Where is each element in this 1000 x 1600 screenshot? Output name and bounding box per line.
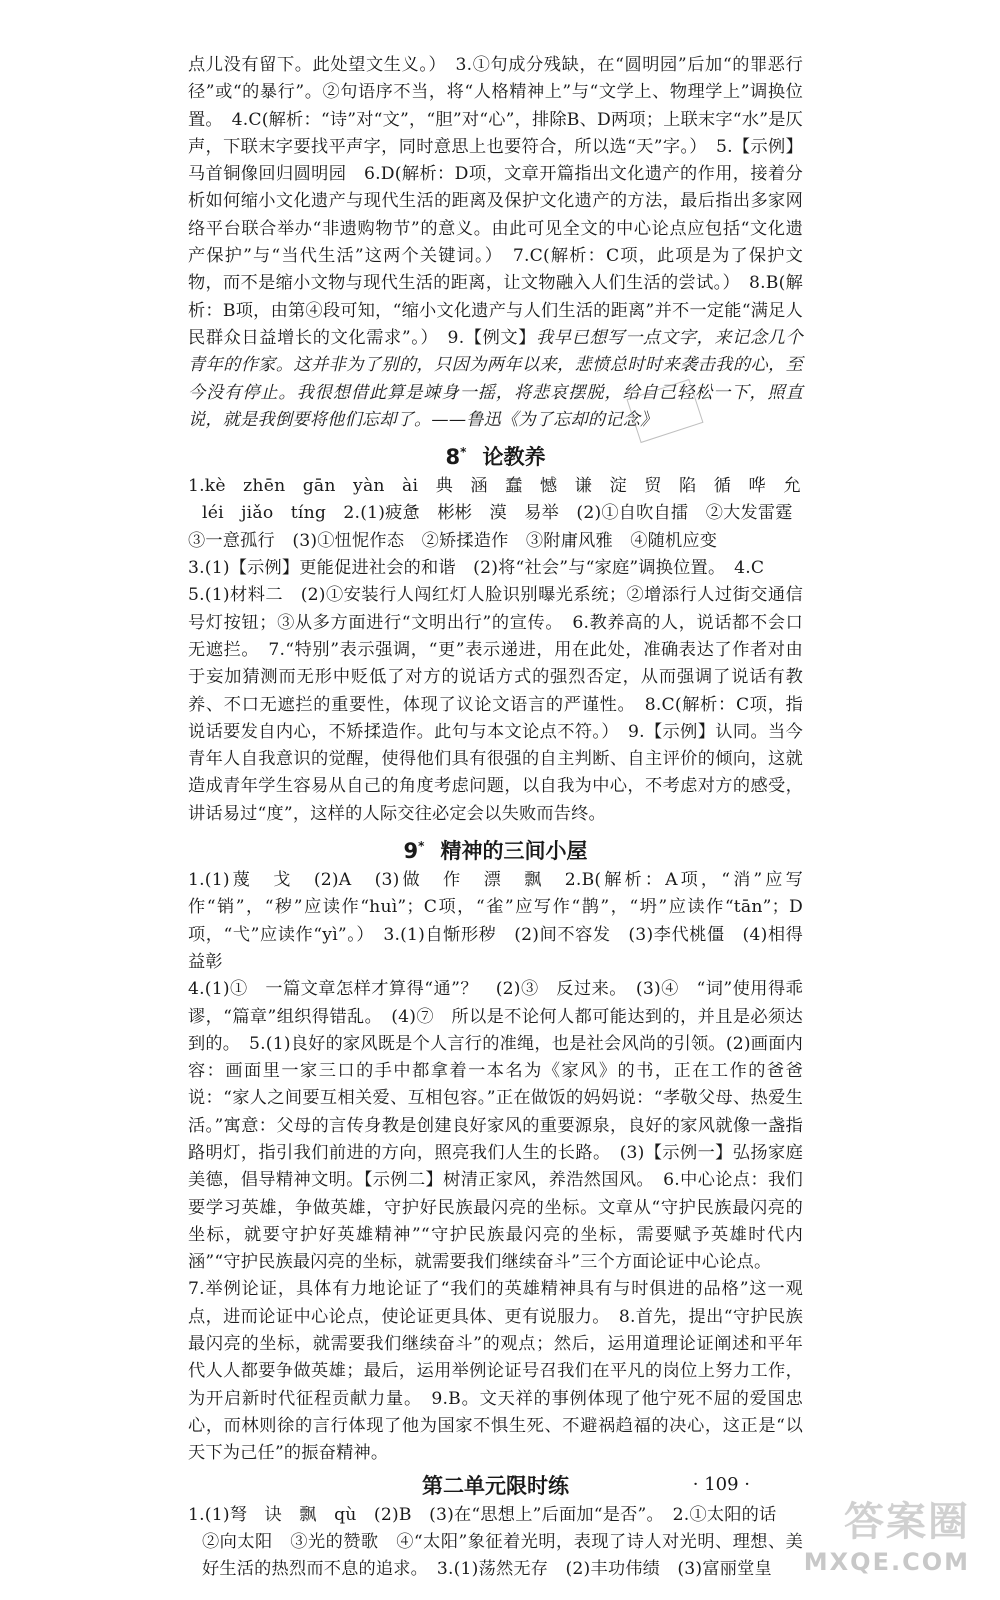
- continued-answers: [188, 52, 803, 434]
- page-number: · 109 ·: [692, 1474, 750, 1495]
- section-number: 8: [445, 445, 461, 470]
- s8-line-2: léi jiǎo tíng 2.(1)疲惫 彬彬 漠 易举 (2)①自吹自擂 ②大发雷霆: [202, 503, 793, 524]
- unit2-line-1: 1.(1)弩 诀 飘 qù (2)B (3)在“思想上”后面加“是否”。 2.①太阳的话: [188, 1504, 777, 1525]
- section-title-text: 论教养: [482, 445, 546, 470]
- s9-para-3: 7.举例论证，具体有力地论证了“我们的英雄精神具有与时俱进的品格”这一观点，进而论证中心论点，使论证更具体、更有说服力。 8.首先，提出“守护民族最闪亮的坐标，就需要我们继续奋斗”的观点；然后，运用道理论证阐述和平年代人人都要争做英雄；最后，运用举例论证号召我们在平凡的岗位上努力工作，为开启新时代征程贡献力量。 9.B。文天祥的事例体现了他宁死不屈的爱国忠心，而林则徐的言行体现了他为国家不惧生死、不避祸趋福的决心，这正是“以天下为己任”的振奋精神。: [188, 1279, 803, 1464]
- unit2-line-2: ②向太阳 ③光的赞歌 ④“太阳”象征着光明，表现了诗人对光明、理想、美好生活的热烈而不息的追求。 3.(1)荡然无存 (2)丰功伟绩 (3)富丽堂皇: [202, 1531, 803, 1580]
- s8-line-1: 1.kè zhēn gān yàn ài 典 涵 蠢 憾 谦 淀 贸 陷 循 哗 允: [188, 476, 801, 497]
- section-number: 9: [403, 839, 419, 864]
- watermark-url: MXQE.COM: [803, 1548, 970, 1576]
- s8-para-2: 3.(1)【示例】更能促进社会的和谐 (2)将“社会”与“家庭”调换位置。 4.C: [188, 558, 765, 579]
- s9-para-2: 4.(1)① 一篇文章怎样才算得“通”？ (2)③ 反过来。 (3)④ “词”使用得乖谬，“篇章”组织得错乱。 (4)⑦ 所以是不论何人都可能达到的，并且是必须达到的。 5.(1)良好的家风既是个人言行的准绳，也是社会风尚的引领。(2)画面内容：画面里一家三口的手中都拿着一本名为《家风》的书，正在工作的爸爸说：“家人之间要互相关爱、互相包容。”正在做饭的妈妈说：“孝敬父母、热爱生活。”寓意：父母的言传身教是创建良好家风的重要源泉，良好的家风就像一盏指路明灯，指引我们前进的方向，照亮我们人生的长路。 (3)【示例一】弘扬家庭美德，倡导精神文明。【示例二】树清正家风，养浩然国风。 6.中心论点：我们要学习英雄，争做英雄，守护好民族最闪亮的坐标。文章从“守护民族最闪亮的坐标，就要守护好英雄精神”“守护民族最闪亮的坐标，需要赋予英雄时代内涵”“守护民族最闪亮的坐标，就需要我们继续奋斗”三个方面论证中心论点。: [188, 979, 803, 1273]
- s9-para-1: 1.(1)蔑 戈 (2)A (3)做 作 漂 飘 2.B(解析：A项，“消”应写作“销”，“秽”应读作“huì”；C项，“雀”应写作“鹊”，“坍”应读作“tān”；D项，“弋”应读作“yì”。） 3.(1)自惭形秽 (2)间不容发 (3)李代桃僵 (4)相得益彰: [188, 870, 803, 972]
- answer-page: [188, 52, 803, 1583]
- section-title-text: 精神的三间小屋: [440, 839, 588, 864]
- section-8-title: [188, 436, 803, 473]
- unit-2-title: 第二单元限时练: [422, 1473, 569, 1498]
- answer-text: 点儿没有留下。此处望文生义。） 3.①句成分残缺，在“圆明园”后加“的罪恶行径”或“的暴行”。②句语序不当，将“人格精神上”与“文学上、物理学上”调换位置。 4.C(解析：“诗”对“文”，“胆”对“心”，排除B、D两项；上联末字“水”是仄声，下联末字要找平声字，同时意思上也要符合，所以选“天”字。） 5.【示例】马首铜像回归圆明园 6.D(解析：D项，文章开篇指出文化遗产的作用，接着分析如何缩小文化遗产与现代生活的距离及保护文化遗产的方法，最后指出多家网络平台联合举办“非遗购物节”的意义。由此可见全文的中心论点应包括“文化遗产保护”与“当代生活”这两个关键词。） 7.C(解析：C项，此项是为了保护文物，而不是缩小文物与现代生活的距离，让文物融入人们生活的尝试。） 8.B(解析：B项，由第④段可知，“缩小文化遗产与人们生活的距离”并不一定能“满足人民群众日益增长的文化需求”。） 9.【例文】: [188, 55, 803, 348]
- s8-para-3: 5.(1)材料二 (2)①安装行人闯红灯人脸识别曝光系统；②增添行人过街交通信号灯按钮；③从多方面进行“文明出行”的宣传。 6.教养高的人，说话都不会口无遮拦。 7.“特别”表示强调，“更”表示递进，用在此处，准确表达了作者对由于妄加猜测而无形中贬低了对方的说话方式的强烈否定，从而强调了说话有教养、不口无遮拦的重要性，体现了议论文语言的严谨性。 8.C(解析：C项，指说话要发自内心，不矫揉造作。此句与本文论点不符。） 9.【示例】认同。当今青年人自我意识的觉醒，使得他们具有很强的自主判断、自主评价的倾向，这就造成青年学生容易从自己的角度考虑问题，以自我为中心，不考虑对方的感受，讲话易过“度”，这样的人际交往必定会以失败而告终。: [188, 585, 803, 824]
- section-9-title: [188, 830, 803, 867]
- watermark-logo: 答案圈: [844, 1499, 970, 1545]
- section-star: *: [460, 445, 467, 460]
- s8-line-3: ③一意孤行 (3)①忸怩作态 ②矫揉造作 ③附庸风雅 ④随机应变: [188, 530, 718, 551]
- section-star: *: [418, 839, 425, 854]
- example-passage: 我早已想写一点文字，来记念几个青年的作家。这并非为了别的，只因为两年以来，悲愤总时时来袭击我的心，至今没有停止。我很想借此算是竦身一摇，将悲哀摆脱，给自己轻松一下，照直说，就是我倒要将他们忘却了。——鲁迅《为了忘却的记念》: [188, 327, 803, 430]
